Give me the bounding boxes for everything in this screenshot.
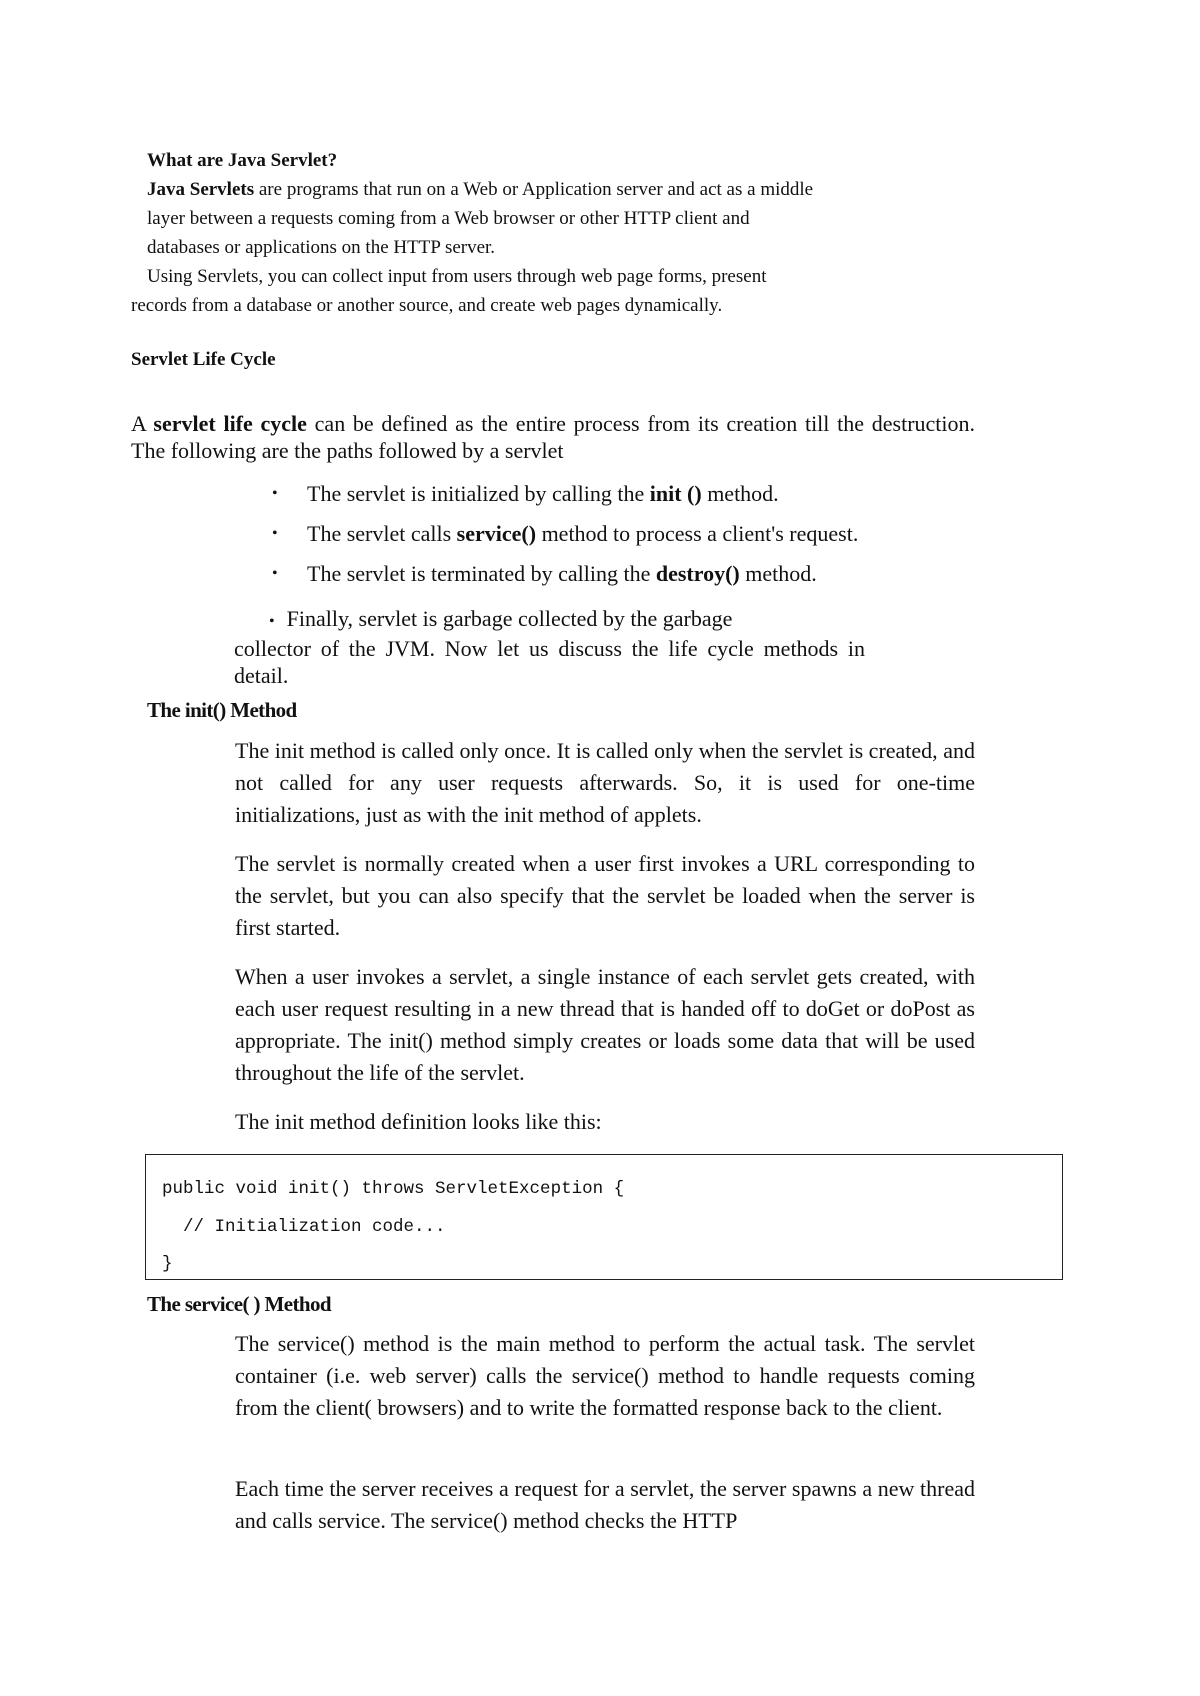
- code-block: [145, 1154, 1063, 1280]
- bullet-icon: •: [272, 485, 278, 502]
- init-paragraph: The servlet is normally created when a user first invokes a URL corresponding to the servlet, but you can also specify that the servlet be loaded when the server is first started.: [235, 851, 975, 940]
- list-item: • The servlet calls service() method to process a client's request.: [272, 521, 859, 546]
- intro-paragraph-line: layer between a requests coming from a Web browser or other HTTP client and: [147, 208, 750, 229]
- intro-section: [131, 146, 967, 320]
- intro-title: What are Java Servlet?: [147, 150, 338, 171]
- init-method-heading: The init() Method: [147, 698, 297, 722]
- lifecycle-bullet-list: [270, 480, 870, 600]
- init-paragraph: When a user invokes a servlet, a single instance of each servlet gets created, with each user request resulting in a new thread that is handed off to doGet or doPost as appropriate. The init() method simply creates or loads some data that will be used throughout the life of the servlet.: [235, 964, 975, 1085]
- service-paragraph: Each time the server receives a request for a servlet, the server spawns a new thread and calls service. The service() method checks the HTTP: [235, 1476, 975, 1533]
- lifecycle-heading: Servlet Life Cycle: [131, 349, 276, 370]
- intro-paragraph-line: Using Servlets, you can collect input from users through web page forms, present: [147, 266, 767, 287]
- service-paragraph: The service() method is the main method to perform the actual task. The servlet container (i.e. web server) calls the service() method to handle requests coming from the client( browsers) and to write the formatted response back to the client.: [235, 1331, 975, 1420]
- intro-paragraph-line: records from a database or another source, and create web pages dynamically.: [131, 295, 723, 316]
- service-method-heading: The service( ) Method: [147, 1292, 331, 1316]
- code-listing: [146, 1155, 1062, 1284]
- code-line: // Initialization code...: [162, 1216, 446, 1237]
- init-paragraph: The init method is called only once. It is called only when the servlet is created, and not called for any user requests afterwards. So, it is used for one-time initializations, just as with the init method of applets.: [235, 738, 975, 827]
- list-item: • The servlet is initialized by calling the init () method.: [272, 481, 779, 506]
- lifecycle-final-item: • Finally, servlet is garbage collected by the garbage collector of the JVM. Now let us discuss the life cycle methods in detail.: [234, 606, 865, 688]
- bullet-icon: •: [272, 565, 278, 582]
- code-line: }: [162, 1254, 173, 1274]
- term-servlet-life-cycle: servlet life cycle: [153, 411, 307, 436]
- init-paragraph: The init method definition looks like this:: [235, 1109, 602, 1134]
- term-java-servlets: Java Servlets: [147, 179, 255, 200]
- bullet-icon: •: [272, 525, 278, 542]
- lifecycle-intro: A servlet life cycle can be defined as the entire process from its creation till the destruction. The following are the paths followed by a servlet: [131, 411, 976, 463]
- intro-paragraph-line: databases or applications on the HTTP server.: [147, 237, 496, 258]
- bullet-icon: •: [269, 613, 275, 630]
- intro-paragraph-line: Java Servlets are programs that run on a Web or Application server and act as a middle: [147, 179, 814, 200]
- list-item: • The servlet is terminated by calling the destroy() method.: [272, 561, 817, 586]
- code-line: public void init() throws ServletException {: [162, 1179, 625, 1199]
